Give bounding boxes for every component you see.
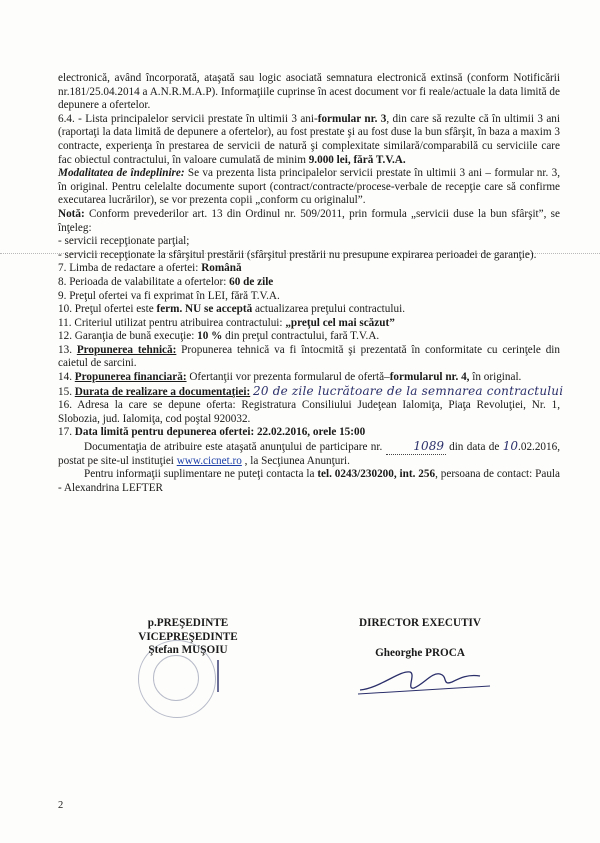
paragraph-contact [58,468,560,495]
text: , persoana de contact: Paula - Alexandrina LEFTER [58,468,561,494]
text: Documentaţia de atribuire este ataşată anunţului de participare nr. [84,441,386,454]
bold-text: Notă: [58,207,85,220]
text: Conform prevederilor art. 13 din Ordinul nr. 509/2011, prin formula „servicii duse la bun sfârşit”, se înţeleg: [58,207,560,234]
signature-person: Gheorghe PROCA [375,646,465,659]
signature-title: DIRECTOR EXECUTIV [359,617,481,629]
text: 17. [58,426,75,439]
text: 6.4. - Lista principalelor servicii prestate în ultimii 3 ani- [58,112,318,125]
item-7 [58,262,560,276]
bullet-servicii-partial: - servicii recepţionate parţial; [58,235,190,248]
text: , din care să rezulte că în ultimii 3 ani (raportaţi la data limită de depunere a ofertelor), au fost prestate şi au fost duse la bun sfârşit, în baza a maxim 3 contracte, experienţa în prestarea de servicii de natură şi complexitate similară/comparabilă cu serviciile care fac obiectul contractului, în valoare cumulată de minim [58,112,560,166]
text: în original. [469,371,522,384]
bold-underlined-text: Propunerea financiară: [74,371,187,384]
bold-text: 60 de zile [229,275,274,288]
signature-person: Ştefan MUŞOIU [148,644,228,657]
bold-italic-text: Modalitatea de îndeplinire: [58,167,185,180]
page-number: 2 [58,800,64,811]
bold-underlined-text: Durata de realizare a documentaţiei: [74,385,251,398]
bold-text: „preţul cel mai scăzut” [285,316,395,329]
handwritten-duration: 20 de zile lucrătoare de la semnarea contractului [253,383,564,398]
item-9: 9. Preţul ofertei va fi exprimat în LEI, fără T.V.A. [58,289,280,302]
item-16: 16. Adresa la care se depune oferta: Registratura Consiliului Judeţean Ialomiţa, Piaţa Revoluţiei, Nr. 1, Slobozia, jud. Ialomiţa, cod poştal 920032. [58,399,560,425]
paragraph-modalitatea [58,167,560,208]
bold-text: ferm. NU se acceptă [156,303,253,316]
item-13 [58,344,560,371]
text: 14. [58,371,75,384]
item-15 [58,383,564,400]
signature-block-director [340,617,500,705]
bold-phone: tel. 0243/230200, int. 256 [317,468,436,481]
text: 8. Perioada de valabilitate a ofertelor: [58,275,230,288]
paragraph-6-4 [58,113,560,167]
bold-text: 9.000 lei, fără T.V.A. [308,153,406,166]
signature-title: p.PREŞEDINTE [147,617,229,629]
bold-text: Data limită pentru depunerea ofertei: 22.02.2016, orele 15:00 [74,426,366,439]
text: 11. Criteriul utilizat pentru atribuirea contractului: [58,316,286,329]
item-12 [58,330,560,344]
bold-text: 10 % [197,330,223,343]
bold-text: formular nr. 3 [317,112,387,125]
text: Se va prezenta lista principalelor servicii prestate în ultimii 3 ani – formular nr. 3, în original. Pentru celelalte documente suport (contract/contracte/procese-verbale de recepţie care să confirme executarea lucrărilor), se vor prezenta copii „conform cu originalul”. [58,167,560,207]
text: .02.2016, postat pe site-ul instituţiei [58,441,560,467]
bold-text: formularul nr. 4, [389,371,470,384]
item-8 [58,276,560,290]
item-17 [58,426,560,440]
signature-subtitle: VICEPREŞEDINTE [138,630,238,643]
text: din data de [445,441,503,454]
paragraph-nota [58,208,560,235]
item-11 [58,317,560,331]
handwritten-signature-left [108,658,268,698]
signature-block-president [108,617,268,702]
text: 15. [58,385,75,398]
item-10 [58,303,560,317]
bullet-servicii-final: - servicii recepţionate la sfârşitul prestării (sfârşitul prestării nu presupune expirarea perioadei de garanţie). [58,248,537,261]
text: , la Secţiunea Anunţuri. [241,454,350,467]
handwritten-signature-right [340,660,500,700]
text: actualizarea preţului contractului. [252,303,405,316]
text: 12. Garanţia de bună execuţie: [58,330,198,343]
text: Ofertanţii vor prezenta formularul de ofertă– [186,371,390,384]
text: 13. [58,343,77,356]
bold-underlined-text: Propunerea tehnică: [76,343,177,356]
paragraph-signature-info: electronică, având încorporată, ataşată sau logic asociată semnatura electronică extinsă (conform Notificării nr.181/25.04.2014 a A.N.R.M.A.P). Informaţiile cuprinse în acest document vor fi reale/actuale la data limită de depunere a ofertelor. [58,72,560,112]
website-link[interactable]: www.cicnet.ro [176,454,242,467]
text: Pentru informaţii suplimentare ne puteţi contacta la [84,468,318,481]
bold-text: Română [201,262,242,275]
document-body [58,72,564,495]
handwritten-day: 10 [502,439,519,454]
text: Propunerea tehnică va fi întocmită şi prezentată în conformitate cu cerinţele din caietul de sarcini. [58,343,560,370]
item-14 [58,371,560,385]
handwritten-announcement-number: 1089 [386,440,446,455]
text: din preţul contractului, fară T.V.A. [222,330,380,343]
text: 10. Preţul ofertei este [58,303,157,316]
paragraph-documentatie [58,440,560,468]
text: 7. Limba de redactare a ofertei: [58,262,202,275]
